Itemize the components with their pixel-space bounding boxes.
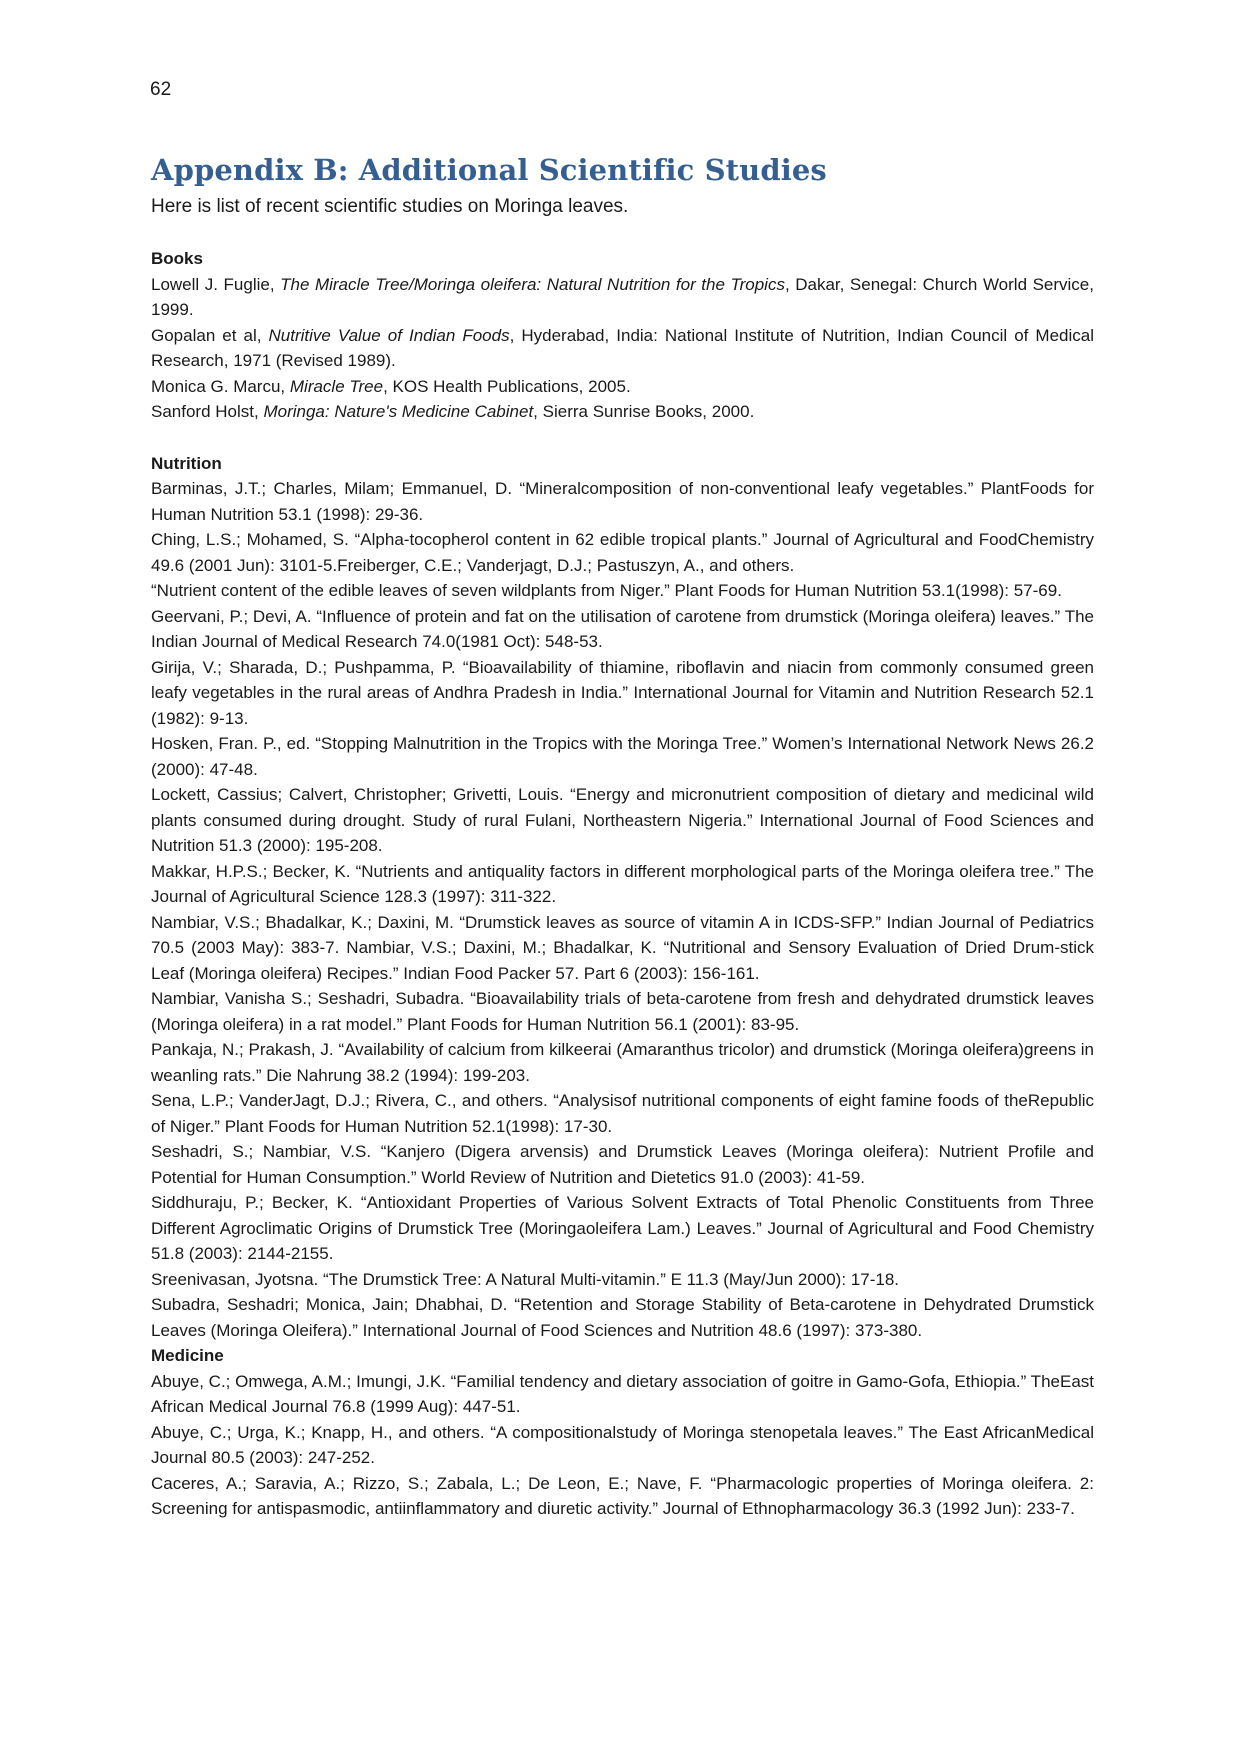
medicine-entry: Abuye, C.; Urga, K.; Knapp, H., and others. “A compositionalstudy of Moringa stenopetala leaves.” The East AfricanMedical Journal 80.5 (2003): 247-252.	[151, 1422, 1094, 1467]
nutrition-entry: Seshadri, S.; Nambiar, V.S. “Kanjero (Digera arvensis) and Drumstick Leaves (Moringa oleifera): Nutrient Profile and Potential for Human Consumption.” World Review of Nutrition and Dietetics 91.0 (2003): 41-59.	[151, 1142, 1094, 1187]
medicine-list	[151, 1369, 1094, 1522]
nutrition-entry: Ching, L.S.; Mohamed, S. “Alpha-tocopherol content in 62 edible tropical plants.” Journal of Agricultural and FoodChemistry 49.6 (2001 Jun): 3101-5.Freiberger, C.E.; Vanderjagt, D.J.; Pastuszyn, A., and others.	[151, 530, 1094, 575]
nutrition-entry: Barminas, J.T.; Charles, Milam; Emmanuel, D. “Mineralcomposition of non-conventional leafy vegetables.” PlantFoods for Human Nutrition 53.1 (1998): 29-36.	[151, 479, 1094, 524]
nutrition-entry: Hosken, Fran. P., ed. “Stopping Malnutrition in the Tropics with the Moringa Tree.” Women’s International Network News 26.2 (2000): 47-48.	[151, 734, 1094, 779]
nutrition-entry: Nambiar, Vanisha S.; Seshadri, Subadra. “Bioavailability trials of beta-carotene from fresh and dehydrated drumstick leaves (Moringa oleifera) in a rat model.” Plant Foods for Human Nutrition 56.1 (2001): 83-95.	[151, 989, 1094, 1034]
book-publisher: , Hyderabad, India: National Institute of Nutrition, Indian Council of Medical Research, 1971 (Revised 1989).	[151, 325, 1094, 370]
medicine-entry: Abuye, C.; Omwega, A.M.; Imungi, J.K. “Familial tendency and dietary association of goitre in Gamo-Gofa, Ethiopia.” TheEast African Medical Journal 76.8 (1999 Aug): 447-51.	[151, 1371, 1094, 1416]
section-heading-nutrition: Nutrition	[151, 453, 222, 473]
nutrition-entry: Geervani, P.; Devi, A. “Influence of protein and fat on the utilisation of carotene from drumstick (Moringa oleifera) leaves.” The Indian Journal of Medical Research 74.0(1981 Oct): 548-53.	[151, 606, 1094, 651]
section-nutrition	[151, 451, 1094, 1344]
book-publisher: , Sierra Sunrise Books, 2000.	[533, 402, 755, 421]
nutrition-entry: Subadra, Seshadri; Monica, Jain; Dhabhai, D. “Retention and Storage Stability of Beta-carotene in Dehydrated Drumstick Leaves (Moringa Oleifera).” International Journal of Food Sciences and Nutrition 48.6 (1997): 373-380.	[151, 1295, 1094, 1340]
section-heading-books: Books	[151, 249, 203, 268]
nutrition-entry: Siddhuraju, P.; Becker, K. “Antioxidant Properties of Various Solvent Extracts of Total Phenolic Constituents from Three Different Agroclimatic Origins of Drumstick Tree (Moringaoleifera Lam.) Leaves.” Journal of Agricultural and Food Chemistry 51.8 (2003): 2144-2155.	[151, 1193, 1094, 1263]
book-author: Lowell J. Fuglie,	[151, 274, 281, 294]
book-entry	[151, 399, 1094, 425]
section-heading-medicine: Medicine	[151, 1346, 224, 1365]
nutrition-entry: Nambiar, V.S.; Bhadalkar, K.; Daxini, M. “Drumstick leaves as source of vitamin A in ICDS-SFP.” Indian Journal of Pediatrics 70.5 (2003 May): 383-7. Nambiar, V.S.; Daxini, M.; Bhadalkar, K. “Nutritional and Sensory Evaluation of Dried Drum-stick Leaf (Moringa oleifera) Recipes.” Indian Food Packer 57. Part 6 (2003): 156-161.	[151, 912, 1094, 983]
book-title: The Miracle Tree/Moringa oleifera: Natural Nutrition for the Tropics	[280, 274, 785, 294]
nutrition-list	[151, 476, 1094, 1343]
nutrition-entry: “Nutrient content of the edible leaves of seven wildplants from Niger.” Plant Foods for Human Nutrition 53.1(1998): 57-69.	[151, 581, 1062, 600]
nutrition-entry: Sreenivasan, Jyotsna. “The Drumstick Tree: A Natural Multi-vitamin.” E 11.3 (May/Jun 2000): 17-18.	[151, 1269, 899, 1289]
page-number: 62	[150, 79, 172, 100]
book-author: Sanford Holst,	[151, 402, 264, 421]
nutrition-entry: Lockett, Cassius; Calvert, Christopher; Grivetti, Louis. “Energy and micronutrient composition of dietary and medicinal wild plants consumed during drought. Study of rural Fulani, Northeastern Nigeria.” International Journal of Food Sciences and Nutrition 51.3 (2000): 195-208.	[151, 785, 1094, 855]
book-entry	[151, 374, 1094, 400]
book-author: Monica G. Marcu,	[151, 376, 290, 396]
page-content	[151, 150, 1094, 1522]
book-author: Gopalan et al,	[151, 325, 269, 345]
intro-text: Here is list of recent scientific studies on Moringa leaves.	[151, 196, 629, 217]
medicine-entry: Caceres, A.; Saravia, A.; Rizzo, S.; Zabala, L.; De Leon, E.; Nave, F. “Pharmacologic properties of Moringa oleifera. 2: Screening for antispasmodic, antiinflammatory and diuretic activity.” Journal of Ethnopharmacology 36.3 (1992 Jun): 233-7.	[151, 1473, 1094, 1518]
nutrition-entry: Sena, L.P.; VanderJagt, D.J.; Rivera, C., and others. “Analysisof nutritional components of eight famine foods of theRepublic of Niger.” Plant Foods for Human Nutrition 52.1(1998): 17-30.	[151, 1091, 1094, 1136]
nutrition-entry: Girija, V.; Sharada, D.; Pushpamma, P. “Bioavailability of thiamine, riboflavin and niacin from commonly consumed green leafy vegetables in the rural areas of Andhra Pradesh in India.” International Journal for Vitamin and Nutrition Research 52.1 (1982): 9-13.	[151, 657, 1094, 728]
book-publisher: , KOS Health Publications, 2005.	[383, 376, 631, 396]
section-medicine	[151, 1343, 1094, 1522]
book-entry	[151, 323, 1094, 374]
book-title: Nutritive Value of Indian Foods	[268, 325, 510, 345]
book-entry	[151, 272, 1094, 323]
section-books	[151, 246, 1094, 425]
books-list	[151, 272, 1094, 425]
book-title: Miracle Tree	[289, 376, 384, 396]
book-title: Moringa: Nature's Medicine Cabinet	[263, 402, 534, 421]
nutrition-entry: Pankaja, N.; Prakash, J. “Availability of calcium from kilkeerai (Amaranthus tricolor) and drumstick (Moringa oleifera)greens in weanling rats.” Die Nahrung 38.2 (1994): 199-203.	[151, 1040, 1094, 1085]
book-publisher: , Dakar, Senegal: Church World Service, 1999.	[151, 274, 1094, 319]
page-title: Appendix B: Additional Scientific Studies	[151, 153, 827, 187]
nutrition-entry: Makkar, H.P.S.; Becker, K. “Nutrients and antiquality factors in different morphological parts of the Moringa oleifera tree.” The Journal of Agricultural Science 128.3 (1997): 311-322.	[151, 861, 1094, 906]
